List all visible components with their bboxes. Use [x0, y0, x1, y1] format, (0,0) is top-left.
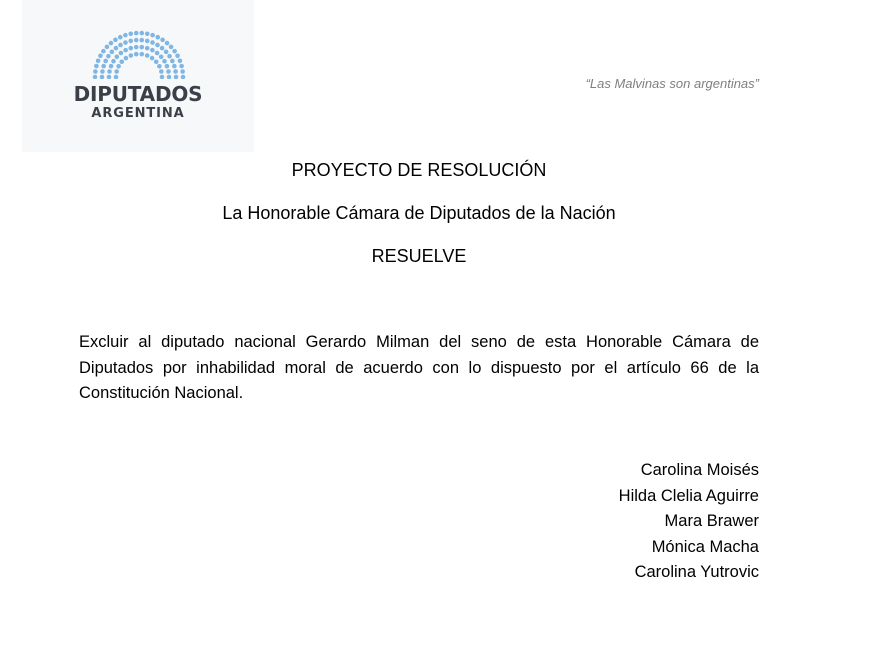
- logo-country: ARGENTINA: [91, 106, 185, 121]
- signatory-name: Mónica Macha: [651, 537, 759, 556]
- hemicycle-logo-icon: [91, 29, 187, 79]
- resolution-body: Excluir al diputado nacional Gerardo Milman del seno de esta Honorable Cámara de Diputados por inhabilidad moral de acuerdo con lo dispuesto por el artículo 66 de la Constitución Nacional.: [79, 333, 759, 402]
- signatory-name: Hilda Clelia Aguirre: [618, 486, 759, 505]
- signatory-name: Carolina Moisés: [640, 461, 759, 479]
- motto: “Las Malvinas son argentinas”: [585, 76, 759, 91]
- signatory-name: Mara Brawer: [664, 512, 759, 530]
- signatories-list: [619, 458, 759, 586]
- chamber-logo: [22, 0, 254, 152]
- document-type: PROYECTO DE RESOLUCIÓN: [291, 160, 547, 180]
- signatory-name: Carolina Yutrovic: [634, 563, 759, 581]
- logo-name: DIPUTADOS: [73, 82, 203, 106]
- resolution-verb: RESUELVE: [371, 246, 467, 266]
- issuer-line: La Honorable Cámara de Diputados de la Nación: [222, 203, 616, 223]
